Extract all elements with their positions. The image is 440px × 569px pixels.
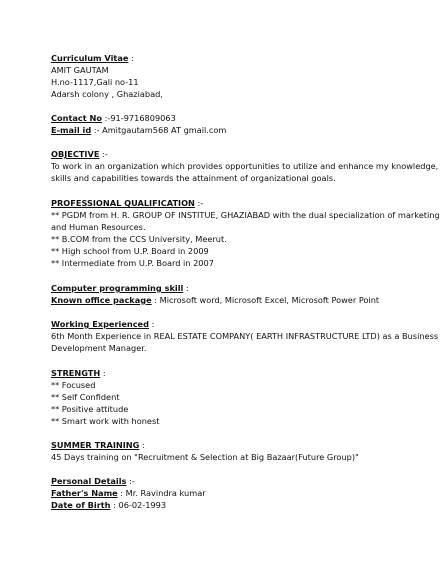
training-heading: SUMMER TRAINING	[51, 440, 140, 450]
dob-label: Date of Birth	[51, 500, 111, 510]
contact-label: Contact No	[51, 113, 102, 123]
qualification-heading-line: PROFESSIONAL QUALIFICATION :-	[51, 198, 204, 208]
training-section	[51, 439, 411, 463]
qualification-section	[51, 197, 440, 269]
strength-heading-line: STRENGTH :	[51, 368, 106, 378]
contact-phone: :-91-9716809063	[102, 113, 176, 123]
objective-text-1: To work in an organization which provides opportunities to utilize and enhance my knowledge,	[51, 161, 439, 171]
qualification-item: ** B.COM from the CCS University, Meerut.	[51, 234, 227, 244]
experience-text-2: Development Manager.	[51, 343, 147, 353]
objective-heading: OBJECTIVE	[51, 149, 100, 159]
address-line-1: H.no-1117,Gali no-11	[51, 77, 139, 87]
father-name-line	[51, 487, 411, 499]
computer-skill-section	[51, 282, 411, 306]
objective-section	[51, 148, 439, 184]
training-heading-line: SUMMER TRAINING :	[51, 440, 145, 450]
header-section	[51, 52, 411, 100]
address-line-2: Adarsh colony , Ghaziabad,	[51, 89, 163, 99]
email-label: E-mail id	[51, 125, 92, 135]
qualification-item: ** Intermediate from U.P. Board in 2007	[51, 258, 214, 268]
email-value: :- Amitgautam568 AT gmail.com	[91, 125, 227, 135]
strength-item: ** Focused	[51, 380, 96, 390]
qualification-item: and Human Resources.	[51, 222, 146, 232]
strength-item: ** Self Confident	[51, 392, 120, 402]
objective-text-2: skills and capabilities towards the attainment of organizational goals.	[51, 173, 336, 183]
email-line	[51, 124, 411, 136]
father-name-value: : Mr. Ravindra kumar	[117, 488, 206, 498]
candidate-name: AMIT GAUTAM	[51, 65, 109, 75]
contact-section	[51, 112, 411, 136]
personal-section	[51, 475, 411, 511]
strength-heading: STRENGTH	[51, 368, 101, 378]
cv-heading: Curriculum Vitae	[51, 53, 129, 63]
qualification-heading: PROFESSIONAL QUALIFICATION	[51, 198, 195, 208]
cv-heading-line: Curriculum Vitae :	[51, 53, 134, 63]
strength-section	[51, 367, 411, 427]
dob-value: : 06-02-1993	[110, 500, 167, 510]
dob-line	[51, 499, 411, 511]
personal-heading-line: Personal Details :-	[51, 476, 135, 486]
objective-heading-line: OBJECTIVE :-	[51, 149, 108, 159]
office-package-line	[51, 294, 411, 306]
father-name-label: Father's Name	[51, 488, 118, 498]
strength-item: ** Smart work with honest	[51, 416, 160, 426]
qualification-item: ** High school from U.P. Board in 2009	[51, 246, 209, 256]
office-package-value: : Microsoft word, Microsoft Excel, Microsoft Power Point	[151, 295, 380, 305]
computer-skill-heading-line: Computer programming skill :	[51, 283, 189, 293]
personal-heading: Personal Details	[51, 476, 127, 486]
experience-heading-line: Working Experienced :	[51, 319, 155, 329]
contact-line	[51, 112, 411, 124]
experience-text-1: 6th Month Experience in REAL ESTATE COMPANY( EARTH INFRASTRUCTURE LTD) as a Business	[51, 331, 439, 341]
computer-skill-heading: Computer programming skill	[51, 283, 184, 293]
qualification-item: ** PGDM from H. R. GROUP OF INSTITUE, GHAZIABAD with the dual specialization of marketing	[51, 210, 440, 220]
office-package-label: Known office package	[51, 295, 152, 305]
experience-heading: Working Experienced	[51, 319, 149, 329]
strength-item: ** Positive attitude	[51, 404, 129, 414]
experience-section	[51, 318, 439, 354]
training-text: 45 Days training on "Recruitment & Selection at Big Bazaar(Future Group)"	[51, 452, 359, 462]
